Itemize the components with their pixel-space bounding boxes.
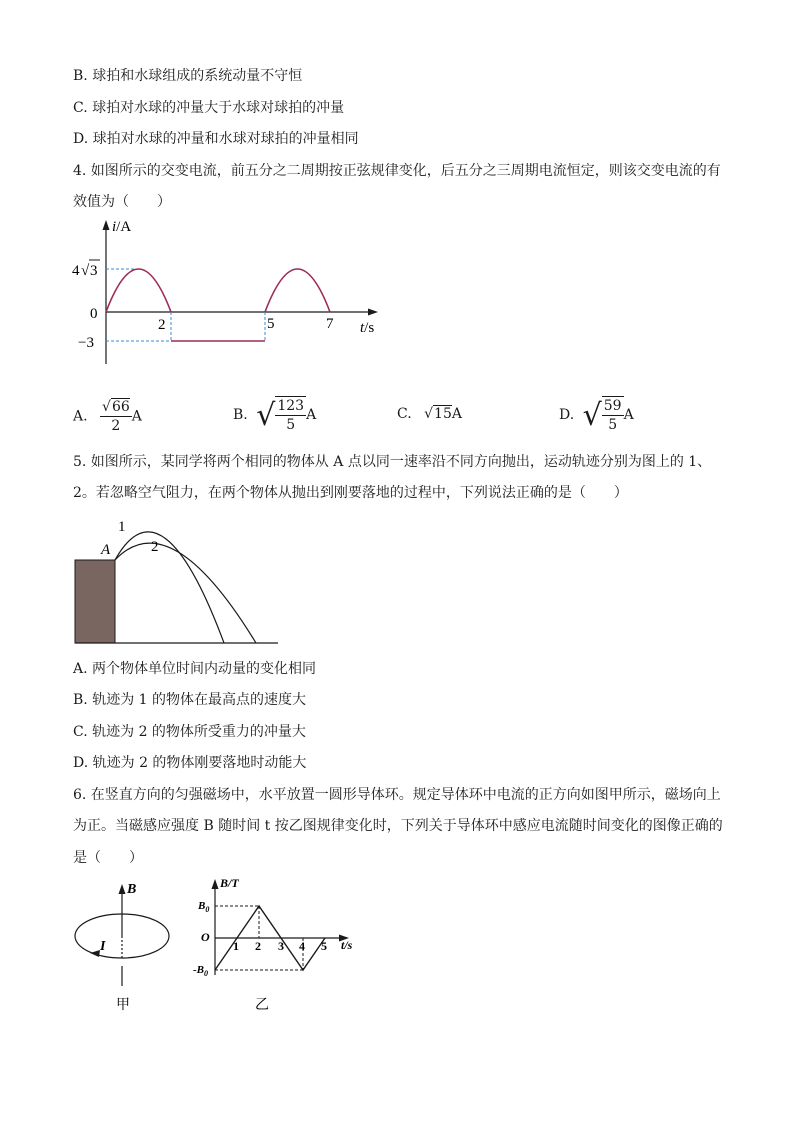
- q4-tick-2: 2: [158, 317, 166, 333]
- q3-option-b: B. 球拍和水球组成的系统动量不守恒: [73, 68, 303, 84]
- q6-ring-b-label: B: [127, 882, 137, 897]
- q5-trajectory-1: [115, 532, 224, 643]
- q6-stem-line3: 是（ ）: [73, 850, 143, 866]
- q3-option-c: C. 球拍对水球的冲量大于水球对球拍的冲量: [73, 100, 345, 116]
- q6-tick-1: 1: [233, 939, 239, 953]
- q5-option-c: C. 轨迹为 2 的物体所受重力的冲量大: [73, 724, 306, 740]
- q4-sine-segment-1: [106, 269, 171, 312]
- q5-stem-line2: 2。若忽略空气阻力，在两个物体从抛出到刚要落地的过程中，下列说法正确的是（ ）: [73, 485, 628, 501]
- q6-caption-jia: 甲: [116, 998, 130, 1013]
- q4-tick-7: 7: [326, 316, 334, 332]
- q5-wall: [75, 560, 115, 643]
- q6-tick-5: 5: [321, 939, 327, 953]
- q6-origin-label: O: [201, 930, 210, 944]
- q6-ring-figure: [70, 878, 180, 1018]
- q5-option-d: D. 轨迹为 2 的物体刚要落地时动能大: [73, 755, 307, 771]
- q3-option-d: D. 球拍对水球的冲量和水球对球拍的冲量相同: [73, 131, 359, 147]
- q4-y-axis-label: i/A: [112, 219, 132, 235]
- q5-curve-1-label: 1: [118, 519, 126, 535]
- q6-x-axis-label: t/s: [341, 938, 353, 952]
- q6-stem-line2: 为正。当磁感应强度 B 随时间 t 按乙图规律变化时，下列关于导体环中感应电流随时间变化的图像正确的: [73, 818, 723, 834]
- q6-stem-line1: 6. 在竖直方向的匀强磁场中，水平放置一圆形导体环。规定导体环中电流的正方向如图甲所示，磁场向上: [73, 787, 721, 803]
- q5-option-b: B. 轨迹为 1 的物体在最高点的速度大: [73, 692, 306, 708]
- q6-tick-3: 3: [278, 939, 284, 953]
- q4-option-b: B. √ $\frac{123}{5}$ A: [233, 397, 317, 433]
- q5-stem-line1: 5. 如图所示，某同学将两个相同的物体从 A 点以同一速率沿不同方向抛出，运动轨迹分别为图上的 1、: [73, 454, 712, 470]
- q4-option-c: C. √15A: [397, 406, 462, 422]
- q6-caption-yi: 乙: [255, 998, 269, 1013]
- q4-tick-5: 5: [267, 316, 275, 332]
- q4-stem-line2: 效值为（ ）: [73, 194, 171, 210]
- q6-b0-label: $B_0$: [198, 900, 210, 914]
- q6-tick-2: 2: [255, 939, 261, 953]
- q4-option-a: A. $\frac{√66}{2}$ A: [73, 399, 142, 434]
- q4-neg-label: −3: [78, 335, 94, 351]
- q4-peak-radicand: 3: [90, 263, 98, 279]
- q5-trajectory-figure: [70, 510, 285, 650]
- q5-option-a: A. 两个物体单位时间内动量的变化相同: [73, 661, 317, 677]
- q6-y-axis-label: B/T: [220, 876, 239, 890]
- q6-current-direction-arrow: [90, 950, 100, 957]
- q4-option-d: D. √ $\frac{59}{5}$ A: [559, 397, 634, 433]
- q6-negb0-label: $-B_0$: [193, 964, 208, 978]
- q4-origin-label: 0: [90, 306, 98, 322]
- q6-ring-i-label: I: [100, 939, 106, 954]
- q4-peak-coef: 4: [72, 263, 80, 279]
- q5-point-a-label: A: [101, 542, 111, 558]
- q4-sine-segment-2: [265, 269, 330, 312]
- q4-peak-radical-sign: √: [81, 263, 90, 279]
- q4-stem-line1: 4. 如图所示的交变电流，前五分之二周期按正弦规律变化，后五分之三周期电流恒定，则该交变电流的有: [73, 163, 721, 179]
- q5-curve-2-label: 2: [151, 539, 159, 555]
- q5-trajectory-2: [115, 543, 256, 643]
- q6-tick-4: 4: [299, 939, 305, 953]
- q6-bt-graph: [193, 875, 368, 1020]
- q4-x-axis-label: t/s: [360, 320, 375, 336]
- q4-current-graph: [70, 214, 390, 384]
